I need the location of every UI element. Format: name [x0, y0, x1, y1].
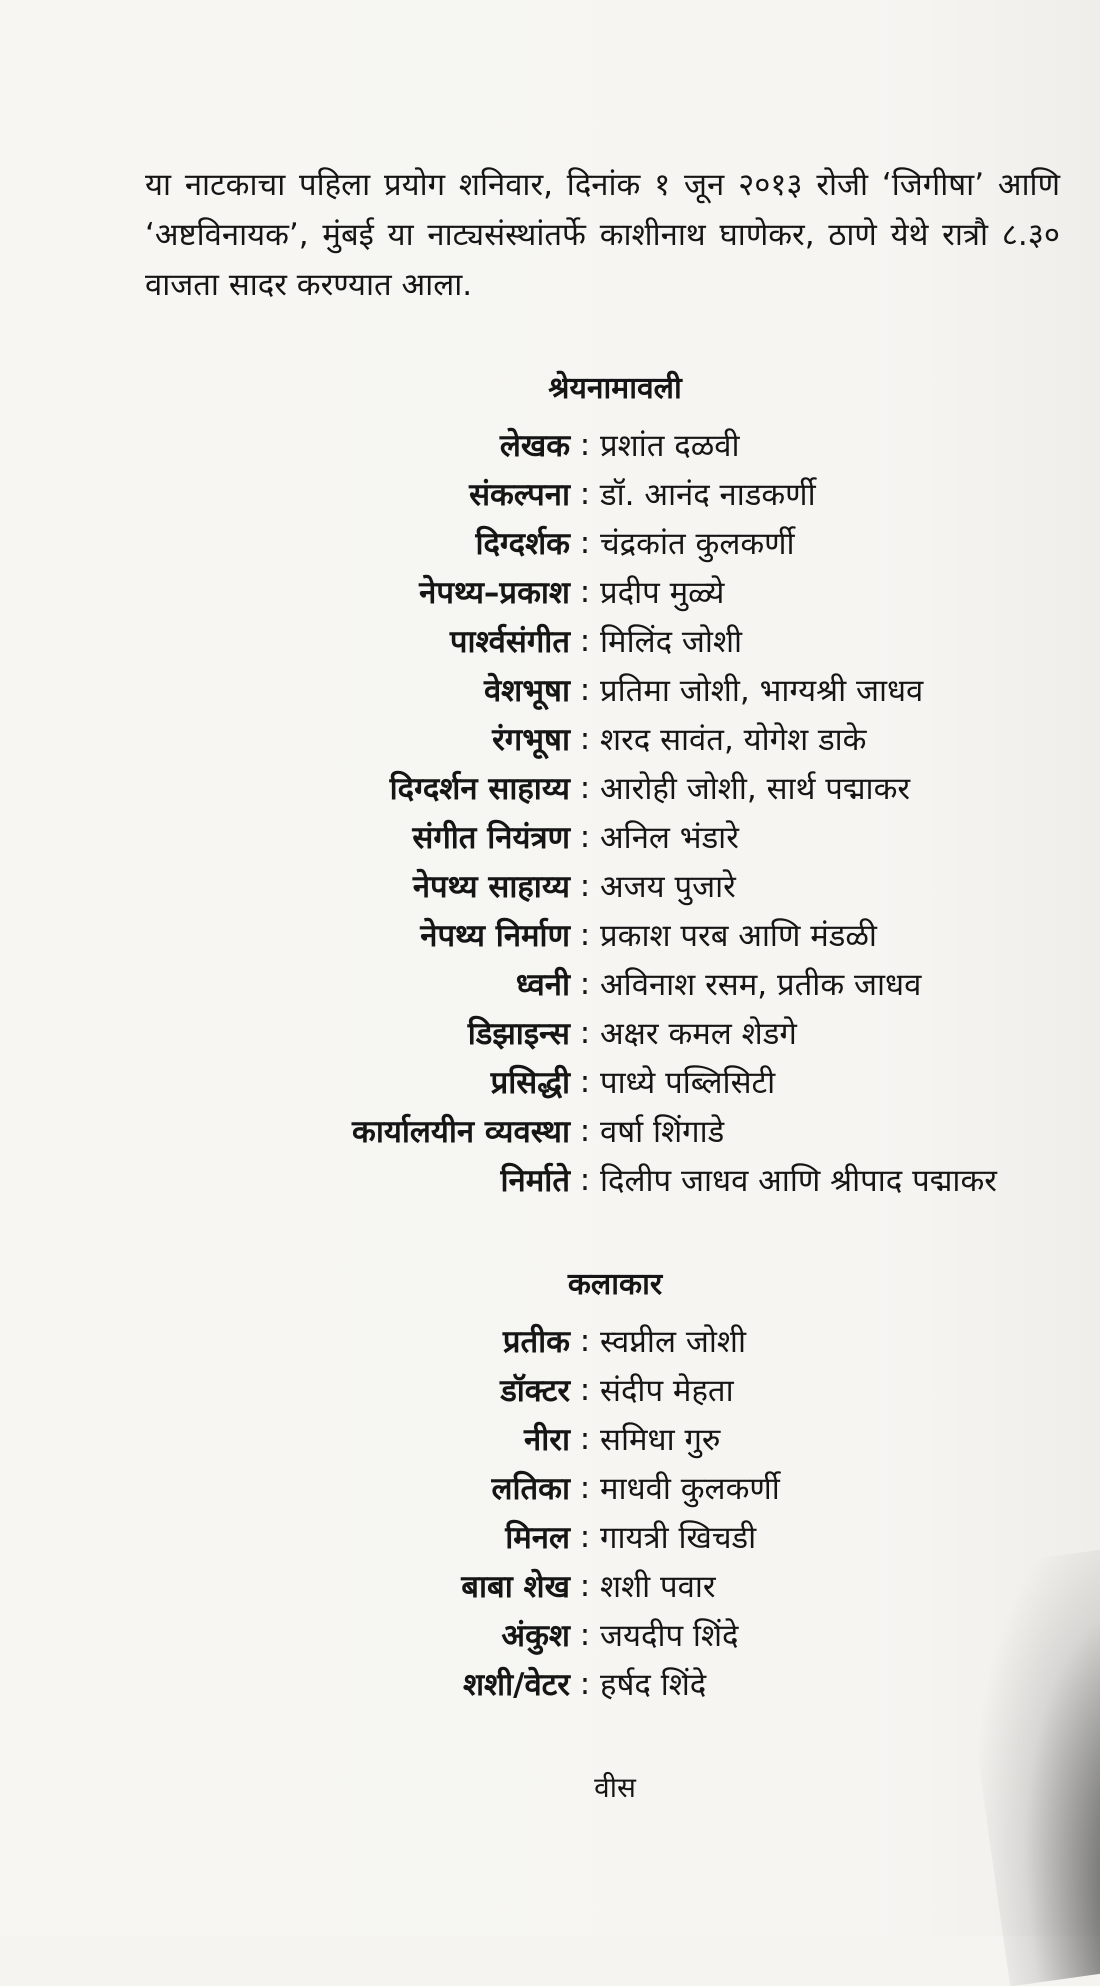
- credit-name: प्रकाश परब आणि मंडळी: [600, 917, 877, 954]
- credit-row: [0, 665, 1100, 714]
- actor-name: स्वप्नील जोशी: [600, 1323, 746, 1360]
- actor-name: माधवी कुलकर्णी: [600, 1470, 780, 1507]
- credit-row: [0, 518, 1100, 567]
- credit-role: रंगभूषा: [492, 721, 570, 758]
- cast-row: [0, 1316, 1100, 1365]
- credit-row: [0, 861, 1100, 910]
- character-name: नीरा: [524, 1421, 570, 1458]
- credit-row: [0, 910, 1100, 959]
- credit-role: संगीत नियंत्रण: [412, 819, 570, 856]
- separator: :: [579, 867, 591, 904]
- credit-name: दिलीप जाधव आणि श्रीपाद पद्माकर: [600, 1162, 997, 1199]
- separator: :: [579, 916, 591, 953]
- credit-name: वर्षा शिंगाडे: [600, 1113, 725, 1150]
- credit-row: [0, 1106, 1100, 1155]
- credit-row: [0, 812, 1100, 861]
- actor-name: गायत्री खिचडी: [600, 1519, 757, 1556]
- character-name: शशी/वेटर: [462, 1666, 570, 1703]
- separator: :: [579, 1322, 591, 1359]
- credit-name: प्रशांत दळवी: [600, 427, 740, 464]
- cast-row: [0, 1610, 1100, 1659]
- character-name: बाबा शेख: [461, 1568, 570, 1605]
- credit-name: पाध्ये पब्लिसिटी: [600, 1064, 776, 1101]
- credits-heading: श्रेयनामावली: [548, 371, 682, 406]
- credit-role: दिग्दर्शक: [475, 525, 570, 562]
- cast-row: [0, 1414, 1100, 1463]
- separator: :: [579, 1616, 591, 1653]
- credit-row: [0, 714, 1100, 763]
- separator: :: [579, 1161, 591, 1198]
- credit-name: प्रदीप मुळ्ये: [600, 574, 725, 611]
- character-name: मिनल: [505, 1519, 570, 1556]
- credit-role: पार्श्वसंगीत: [449, 623, 570, 660]
- credit-role: नेपथ्य निर्माण: [420, 917, 570, 954]
- separator: :: [579, 671, 591, 708]
- character-name: डॉक्टर: [500, 1372, 570, 1409]
- credit-role: दिग्दर्शन साहाय्य: [389, 770, 570, 807]
- actor-name: संदीप मेहता: [600, 1372, 734, 1409]
- separator: :: [579, 426, 591, 463]
- credit-row: [0, 959, 1100, 1008]
- cast-list: [0, 1316, 1100, 1708]
- separator: :: [579, 1518, 591, 1555]
- cast-heading: कलाकार: [567, 1267, 663, 1302]
- separator: :: [579, 1665, 591, 1702]
- credit-name: अक्षर कमल शेडगे: [600, 1015, 797, 1052]
- credit-role: निर्माते: [500, 1162, 570, 1199]
- separator: :: [579, 1112, 591, 1149]
- separator: :: [579, 1469, 591, 1506]
- credit-name: शरद सावंत, योगेश डाके: [600, 721, 867, 758]
- credit-role: संकल्पना: [469, 476, 570, 513]
- credit-role: नेपथ्य साहाय्य: [412, 868, 570, 905]
- credit-name: डॉ. आनंद नाडकर्णी: [600, 476, 816, 513]
- cast-row: [0, 1463, 1100, 1512]
- credit-row: [0, 469, 1100, 518]
- separator: :: [579, 1371, 591, 1408]
- separator: :: [579, 1420, 591, 1457]
- separator: :: [579, 475, 591, 512]
- separator: :: [579, 720, 591, 757]
- cast-row: [0, 1512, 1100, 1561]
- page-number: वीस: [594, 1771, 636, 1804]
- credit-name: अजय पुजारे: [600, 868, 736, 905]
- separator: :: [579, 622, 591, 659]
- separator: :: [579, 818, 591, 855]
- intro-paragraph: या नाटकाचा पहिला प्रयोग शनिवार, दिनांक १ जून २०१३ रोजी ‘जिगीषा’ आणि ‘अष्टविनायक’, मुंबई या नाट्यसंस्थांतर्फे काशीनाथ घाणेकर, ठाणे येथे रात्रौ ८.३० वाजता सादर करण्यात आला.: [145, 167, 1060, 303]
- credit-row: [0, 1155, 1100, 1204]
- separator: :: [579, 1063, 591, 1100]
- credits-list: [0, 420, 1100, 1204]
- credit-name: मिलिंद जोशी: [600, 623, 743, 660]
- actor-name: शशी पवार: [600, 1568, 716, 1605]
- credit-row: [0, 1008, 1100, 1057]
- credit-row: [0, 567, 1100, 616]
- actor-name: समिधा गुरु: [600, 1421, 721, 1458]
- separator: :: [579, 524, 591, 561]
- separator: :: [579, 769, 591, 806]
- credit-role: वेशभूषा: [483, 672, 570, 709]
- credit-role: लेखक: [499, 427, 570, 464]
- credit-role: नेपथ्य–प्रकाश: [419, 574, 570, 611]
- credit-role: डिझाइन्स: [467, 1015, 570, 1052]
- separator: :: [579, 1014, 591, 1051]
- character-name: प्रतीक: [502, 1323, 570, 1360]
- credit-role: ध्वनी: [515, 966, 570, 1003]
- actor-name: हर्षद शिंदे: [600, 1666, 707, 1703]
- credit-name: आरोही जोशी, सार्थ पद्माकर: [600, 770, 911, 807]
- credit-row: [0, 420, 1100, 469]
- credit-row: [0, 763, 1100, 812]
- actor-name: जयदीप शिंदे: [600, 1617, 739, 1654]
- separator: :: [579, 1567, 591, 1604]
- credit-name: अविनाश रसम, प्रतीक जाधव: [600, 966, 922, 1003]
- character-name: अंकुश: [501, 1617, 570, 1654]
- credit-row: [0, 1057, 1100, 1106]
- credit-row: [0, 616, 1100, 665]
- separator: :: [579, 965, 591, 1002]
- credit-name: अनिल भंडारे: [600, 819, 739, 856]
- character-name: लतिका: [491, 1470, 570, 1507]
- cast-row: [0, 1365, 1100, 1414]
- separator: :: [579, 573, 591, 610]
- credit-role: कार्यालयीन व्यवस्था: [352, 1113, 570, 1150]
- cast-row: [0, 1561, 1100, 1610]
- credit-name: चंद्रकांत कुलकर्णी: [600, 525, 795, 562]
- credit-role: प्रसिद्धी: [490, 1064, 570, 1101]
- credit-name: प्रतिमा जोशी, भाग्यश्री जाधव: [600, 672, 924, 709]
- cast-row: [0, 1659, 1100, 1708]
